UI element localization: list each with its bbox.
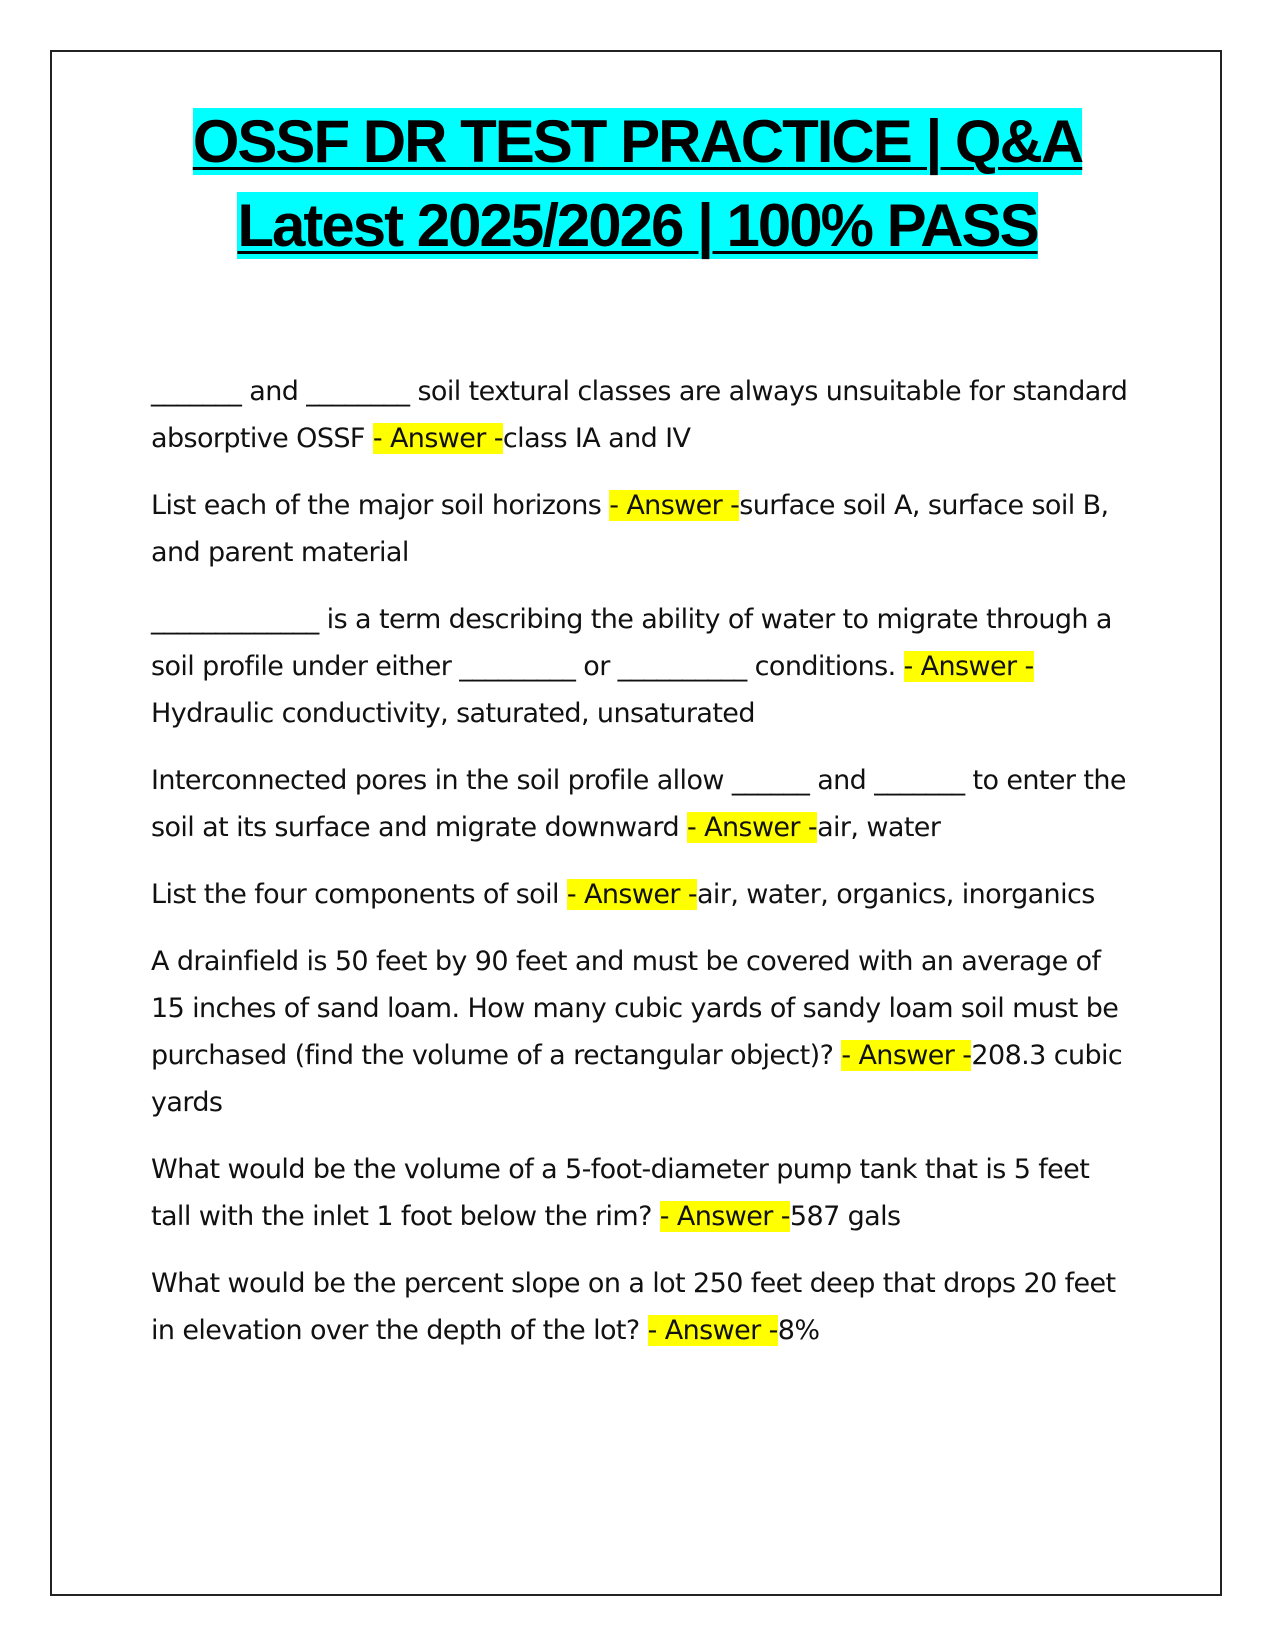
qa-item — [151, 938, 1136, 1126]
answer-text: air, water — [817, 812, 941, 843]
qa-item — [151, 368, 1136, 462]
qa-item — [151, 757, 1136, 851]
answer-marker: - Answer - — [686, 812, 818, 843]
question-text: What would be the volume of a 5-foot-diameter pump tank that is 5 feet tall with the inlet 1 foot below the rim? — [151, 1154, 1090, 1232]
question-text: List the four components of soil — [151, 879, 567, 910]
qa-item — [151, 1260, 1136, 1354]
question-text: Interconnected pores in the soil profile allow ______ and _______ to enter the soil at its surface and migrate downward — [151, 765, 1126, 843]
question-text: What would be the percent slope on a lot 250 feet deep that drops 20 feet in elevation over the depth of the lot? — [151, 1268, 1116, 1346]
answer-marker: - Answer - — [841, 1040, 972, 1071]
question-text: List each of the major soil horizons — [151, 490, 610, 521]
title-line-2-text: Latest 2025/2026 | 100% PASS — [237, 192, 1038, 259]
answer-marker: - Answer - — [609, 490, 740, 521]
question-text: _____________ is a term describing the ability of water to migrate through a soil profile under either _________ or __________ conditions. — [151, 604, 1112, 682]
title-line-2 — [0, 184, 1275, 268]
answer-text: 8% — [777, 1315, 820, 1346]
qa-list — [151, 368, 1136, 1374]
answer-text: 208.3 cubic yards — [151, 1040, 1123, 1118]
question-text: A drainfield is 50 feet by 90 feet and must be covered with an average of 15 inches of sand loam. How many cubic yards of sandy loam soil must be purchased (find the volume of a rectangular object)? — [151, 946, 1119, 1071]
answer-text: Hydraulic conductivity, saturated, unsaturated — [151, 698, 755, 729]
answer-marker: - Answer - — [566, 879, 697, 910]
qa-item — [151, 871, 1136, 918]
answer-text: air, water, organics, inorganics — [696, 879, 1095, 910]
title-line-1 — [0, 100, 1275, 184]
answer-text: 587 gals — [789, 1201, 901, 1232]
question-text: _______ and ________ soil textural classes are always unsuitable for standard absorptive OSSF — [151, 376, 1128, 454]
answer-marker: - Answer - — [659, 1201, 790, 1232]
answer-text: class IA and IV — [502, 423, 691, 454]
qa-item — [151, 1146, 1136, 1240]
answer-marker: - Answer - — [372, 423, 503, 454]
qa-item — [151, 596, 1136, 737]
answer-marker: - Answer - — [647, 1315, 778, 1346]
answer-text: surface soil A, surface soil B, and parent material — [151, 490, 1109, 568]
answer-marker: - Answer - — [903, 651, 1034, 682]
title-line-1-text: OSSF DR TEST PRACTICE | Q&A — [192, 108, 1083, 175]
document-title — [0, 100, 1275, 268]
qa-item — [151, 482, 1136, 576]
